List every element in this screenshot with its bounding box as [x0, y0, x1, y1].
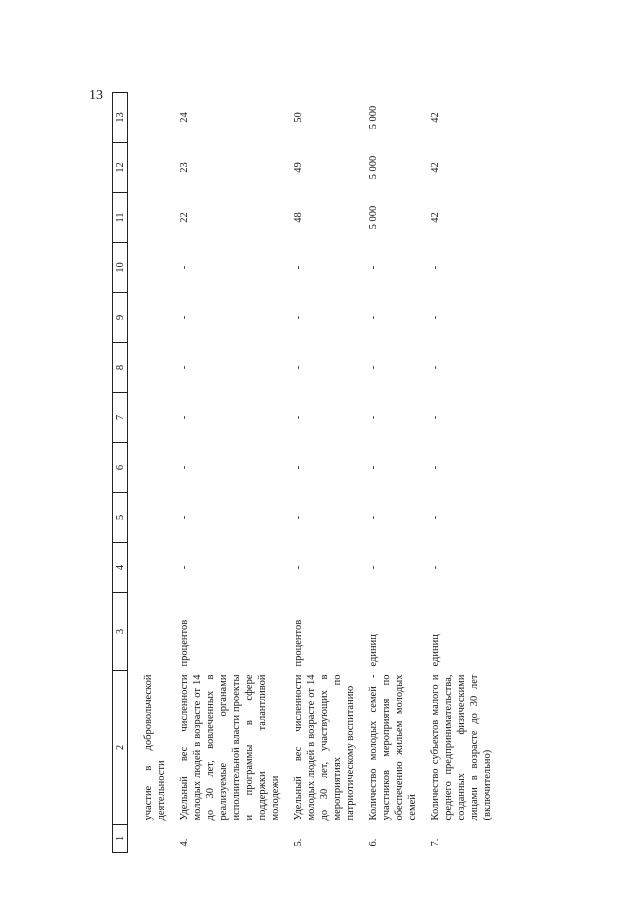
value-cell-col-7: [128, 393, 176, 443]
value-cell-col-12: 23: [179, 162, 190, 173]
page-number: 13: [89, 88, 103, 103]
column-header-12: 12: [113, 143, 128, 193]
value-cell-col-13: 24: [179, 112, 190, 123]
row-number: 4.: [179, 838, 190, 847]
value-cell-col-11: 48: [293, 212, 304, 223]
value-cell-col-9: -: [368, 315, 379, 320]
value-cell-col-7: -: [430, 415, 441, 420]
value-cell-col-10: -: [179, 265, 190, 270]
indicator-description: Удельный вес численности молодых людей в возрасте от 14 до 30 лет, участвующих в мероприятиях по патриотическому воспитанию: [293, 674, 356, 821]
value-cell-col-12: 42: [430, 162, 441, 173]
indicators-table: [112, 92, 501, 853]
value-cell-col-13: 50: [293, 112, 304, 123]
value-cell-col-5: -: [179, 515, 190, 520]
indicator-description: участие в добровольческой деятельности: [143, 674, 167, 821]
unit-of-measure: единиц: [430, 634, 441, 667]
value-cell-col-5: [128, 493, 176, 543]
value-cell-col-9: [128, 293, 176, 343]
value-cell-col-4: -: [179, 565, 190, 570]
unit-of-measure: процентов: [179, 619, 190, 667]
column-header-6: 6: [113, 443, 128, 493]
column-header-9: 9: [113, 293, 128, 343]
value-cell-col-7: -: [293, 415, 304, 420]
value-cell-col-4: [128, 543, 176, 593]
row-number: 7.: [430, 838, 441, 847]
value-cell-col-11: [128, 193, 176, 243]
value-cell-col-9: -: [179, 315, 190, 320]
value-cell-col-7: -: [368, 415, 379, 420]
table-row: [364, 93, 426, 853]
row-number: [128, 825, 176, 853]
value-cell-col-6: -: [430, 465, 441, 470]
indicator-description: Количество молодых семей - участников мероприятия по обеспечению жильем молодых семей: [368, 674, 418, 821]
value-cell-col-9: -: [293, 315, 304, 320]
value-cell-col-8: -: [430, 365, 441, 370]
value-cell-col-10: -: [430, 265, 441, 270]
row-number: 5.: [293, 838, 304, 847]
value-cell-col-5: -: [430, 515, 441, 520]
value-cell-col-4: -: [293, 565, 304, 570]
value-cell-col-9: -: [430, 315, 441, 320]
value-cell-col-6: -: [368, 465, 379, 470]
table-row: [175, 93, 289, 853]
value-cell-col-6: [128, 443, 176, 493]
column-header-11: 11: [113, 193, 128, 243]
value-cell-col-8: -: [293, 365, 304, 370]
value-cell-col-10: -: [368, 265, 379, 270]
value-cell-col-13: 42: [430, 112, 441, 123]
value-cell-col-12: [128, 143, 176, 193]
unit-of-measure: [128, 593, 176, 671]
row-number: 6.: [368, 838, 379, 847]
value-cell-col-12: 5 000: [368, 155, 379, 180]
value-cell-col-13: 5 000: [368, 105, 379, 130]
value-cell-col-11: 42: [430, 212, 441, 223]
indicator-description: Удельный вес численности молодых людей в возрасте от 14 до 30 лет, вовлеченных в реализуемые органами исполнительной власти проекты и программы в сфере поддержки талантливой молодежи: [179, 674, 281, 821]
value-cell-col-11: 22: [179, 212, 190, 223]
unit-of-measure: единиц: [368, 634, 379, 667]
table-row: [128, 93, 176, 853]
value-cell-col-6: -: [293, 465, 304, 470]
value-cell-col-8: -: [368, 365, 379, 370]
value-cell-col-5: -: [293, 515, 304, 520]
column-header-4: 4: [113, 543, 128, 593]
column-header-8: 8: [113, 343, 128, 393]
column-header-5: 5: [113, 493, 128, 543]
rotated-table-container: [112, 93, 532, 853]
indicator-description: Количество субъектов малого и среднего предпринимательства, созданных физическими лицами в возрасте до 30 лет (включительно): [430, 674, 493, 821]
table-row: [426, 93, 501, 853]
value-cell-col-4: -: [430, 565, 441, 570]
value-cell-col-6: -: [179, 465, 190, 470]
table-row: [289, 93, 364, 853]
table-body: [128, 93, 502, 853]
column-header-7: 7: [113, 393, 128, 443]
column-header-10: 10: [113, 243, 128, 293]
header-row: [113, 93, 128, 853]
column-header-1: 1: [113, 825, 128, 853]
value-cell-col-11: 5 000: [368, 205, 379, 230]
column-header-13: 13: [113, 93, 128, 143]
value-cell-col-10: -: [293, 265, 304, 270]
value-cell-col-4: -: [368, 565, 379, 570]
column-header-3: 3: [113, 593, 128, 671]
column-header-2: 2: [113, 671, 128, 825]
unit-of-measure: процентов: [293, 619, 304, 667]
value-cell-col-10: [128, 243, 176, 293]
value-cell-col-7: -: [179, 415, 190, 420]
value-cell-col-5: -: [368, 515, 379, 520]
value-cell-col-12: 49: [293, 162, 304, 173]
value-cell-col-8: [128, 343, 176, 393]
value-cell-col-13: [128, 93, 176, 143]
value-cell-col-8: -: [179, 365, 190, 370]
